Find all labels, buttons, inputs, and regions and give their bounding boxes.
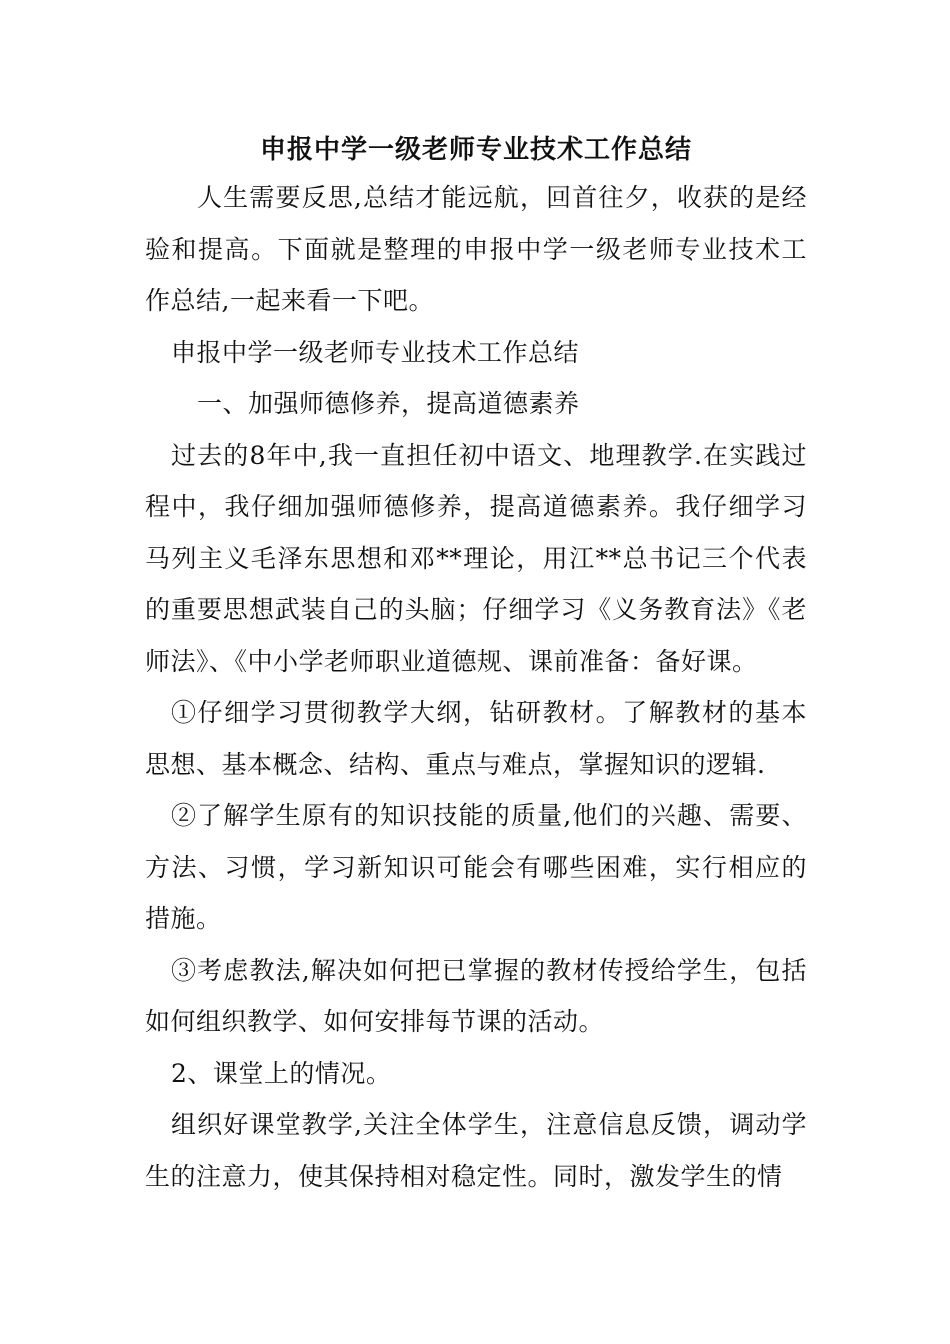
document-body — [145, 128, 807, 1202]
list-item-2: ②了解学生原有的知识技能的质量,他们的兴趣、需要、方法、习惯，学习新知识可能会有哪些困难，实行相应的措施。 — [145, 801, 807, 933]
body-paragraph: 过去的8年中,我一直担任初中语文、地理教学.在实践过程中，我仔细加强师德修养，提高道德素养。我仔细学习马列主义毛泽东思想和邓**理论，用江**总书记三个代表的重要思想武装自己的头脑；仔细学习《义务教育法》《老师法》、《中小学老师职业道德规、课前准备：备好课。 — [145, 440, 807, 676]
document-title: 申报中学一级老师专业技术工作总结 — [259, 135, 692, 165]
body-paragraph-2: 组织好课堂教学,关注全体学生，注意信息反馈，调动学生的注意力，使其保持相对稳定性。同时，激发学生的情 — [145, 1110, 807, 1191]
subtitle-paragraph: 申报中学一级老师专业技术工作总结 — [171, 337, 580, 367]
list-item-1: ①仔细学习贯彻教学大纲，钻研教材。了解教材的基本思想、基本概念、结构、重点与难点，掌握知识的逻辑. — [145, 698, 807, 779]
section-heading-2: 2、课堂上的情况。 — [171, 1058, 392, 1088]
section-heading-1: 一、加强师德修养，提高道德素养 — [197, 389, 580, 418]
intro-paragraph: 人生需要反思,总结才能远航，回首往夕，收获的是经验和提高。下面就是整理的申报中学一级老师专业技术工作总结,一起来看一下吧。 — [145, 183, 807, 315]
list-item-3: ③考虑教法,解决如何把已掌握的教材传授给学生，包括如何组织教学、如何安排每节课的活动。 — [145, 955, 807, 1036]
